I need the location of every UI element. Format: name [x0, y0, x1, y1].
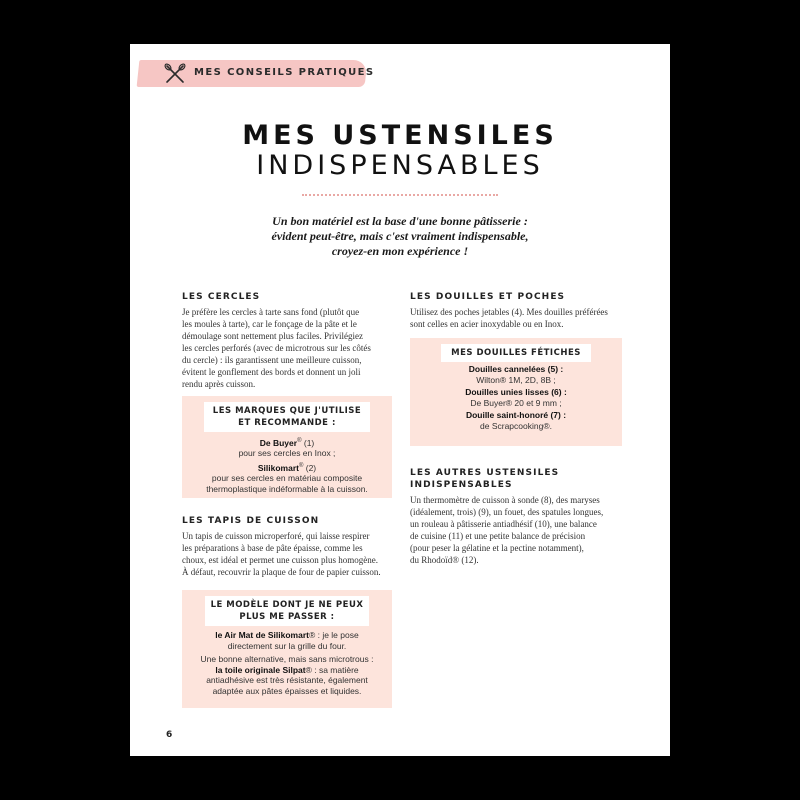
page-title-line1: MES USTENSILES: [242, 120, 558, 151]
modele-line: [182, 630, 392, 641]
paragraph-line: À défaut, recouvrir la plaque de four de papier cuisson.: [182, 567, 381, 577]
douille-detail: de Scrapcooking®.: [480, 420, 552, 431]
brand-note: pour ses cercles en Inox ;: [238, 448, 336, 459]
paragraph-line: Utilisez des poches jetables (4). Mes douilles préférées: [410, 307, 608, 317]
brand-line: [182, 436, 392, 448]
dotted-divider: [302, 194, 498, 196]
paragraph-douilles: [410, 306, 608, 330]
modele-line: directement sur la grille du four.: [227, 640, 347, 651]
paragraph-line: rendu après cuisson.: [182, 379, 256, 389]
intro-text: [210, 214, 590, 259]
modele-line: [182, 665, 392, 676]
reference-number: (1): [301, 437, 315, 448]
brand-note: pour ses cercles en matériau composite: [211, 473, 363, 484]
brand-name: De Buyer: [259, 437, 298, 448]
modele-box-title: [205, 596, 369, 626]
paragraph-line: de cuisine (11) et une petite balance de précision: [410, 531, 586, 541]
heading-autres-line2: INDISPENSABLES: [410, 480, 513, 490]
brand-line: [182, 461, 392, 473]
modele-line: adaptée aux pâtes épaisses et liquides.: [212, 685, 362, 696]
paragraph-cercles: [182, 306, 371, 390]
modele-line: antiadhésive est très résistante, également: [206, 675, 368, 685]
paragraph-line: du cercle) : ils garantissent une meilleure cuisson,: [182, 355, 362, 365]
paragraph-autres: [410, 494, 603, 566]
douille-type: Douilles unies lisses (6) :: [465, 387, 567, 397]
marques-box-title: [204, 402, 370, 432]
paragraph-line: Je préfère les cercles à tarte sans fond (plutôt que: [182, 307, 360, 317]
paragraph-line: choux, est idéal et permet une cuisson plus homogène.: [182, 555, 378, 565]
heading-tapis: LES TAPIS DE CUISSON: [182, 516, 320, 526]
box-title-line: LES MARQUES QUE J'UTILISE: [212, 406, 362, 416]
paragraph-line: (idéalement, trois) (9), un fouet, des spatules longues,: [410, 507, 604, 517]
product-note: ® : je le pose: [308, 630, 359, 640]
heading-cercles: LES CERCLES: [182, 292, 261, 302]
product-name: le Air Mat de Silikomart: [215, 630, 309, 640]
section-banner: [138, 58, 375, 90]
crossed-spatulas-icon: [162, 61, 188, 87]
intro-line: évident peut-être, mais c'est vraiment indispensable,: [271, 229, 529, 243]
paragraph-line: évitent le gonflement des bords et donnent un joli: [182, 367, 361, 377]
paragraph-line: les cercles perforés (avec de microtrous sur les côtés: [182, 343, 371, 353]
paragraph-line: sont celles en acier inoxydable ou en Inox.: [410, 319, 564, 329]
modele-line: Une bonne alternative, mais sans microtrous :: [200, 654, 374, 664]
douille-type: Douille saint-honoré (7) :: [465, 410, 567, 420]
heading-douilles: LES DOUILLES ET POCHES: [410, 292, 566, 302]
modele-box: [182, 590, 392, 708]
product-note: ® : sa matière: [305, 664, 359, 675]
paragraph-line: les préparations à base de pâte épaisse, comme les: [182, 543, 363, 553]
box-title-line: ET RECOMMANDE :: [238, 418, 336, 428]
brand-name: Silikomart: [257, 462, 299, 473]
reference-number: (2): [303, 462, 317, 473]
marques-box-body: [182, 436, 392, 494]
paragraph-line: un rouleau à pâtisserie antiadhésif (10), une balance: [410, 519, 597, 529]
douille-detail: Wilton® 1M, 2D, 8B ;: [476, 374, 556, 385]
box-title-line: LE MODÈLE DONT JE NE PEUX: [210, 600, 364, 610]
box-title-line: PLUS ME PASSER :: [239, 612, 335, 622]
fetiches-box-title: [441, 344, 591, 362]
paragraph-line: Un thermomètre de cuisson à sonde (8), des maryses: [410, 495, 600, 505]
douille-type: Douilles cannelées (5) :: [468, 364, 564, 374]
paragraph-tapis: [182, 530, 381, 578]
page-number: 6: [166, 730, 173, 740]
paragraph-line: (pour peser la gélatine et la pectine notamment),: [410, 543, 584, 553]
marques-box: [182, 396, 392, 498]
modele-box-body: [182, 630, 392, 696]
product-name: la toile originale Silpat: [215, 664, 306, 675]
intro-line: croyez-en mon expérience !: [331, 244, 469, 258]
douille-detail: De Buyer® 20 et 9 mm ;: [470, 397, 562, 408]
fetiches-box-body: [410, 364, 622, 431]
paragraph-line: Un tapis de cuisson microperforé, qui laisse respirer: [182, 531, 370, 541]
paragraph-line: les moules à tarte), car le fonçage de la pâte et le: [182, 319, 357, 329]
page: [130, 44, 670, 756]
registered-mark: ®: [298, 462, 304, 469]
paragraph-line: du Rhodoïd® (12).: [410, 555, 479, 565]
fetiches-box: [410, 338, 622, 446]
paragraph-line: démoulage sont nettement plus faciles. Privilégiez: [182, 331, 363, 341]
registered-mark: ®: [297, 438, 302, 444]
box-title-line: MES DOUILLES FÉTICHES: [451, 348, 581, 358]
intro-line: Un bon matériel est la base d'une bonne pâtisserie :: [272, 214, 528, 228]
banner-label: MES CONSEILS PRATIQUES: [194, 67, 375, 78]
page-title-line2: INDISPENSABLES: [256, 150, 544, 181]
brand-note: thermoplastique indéformable à la cuisson.: [206, 483, 368, 494]
heading-autres-line1: LES AUTRES USTENSILES: [410, 468, 560, 478]
